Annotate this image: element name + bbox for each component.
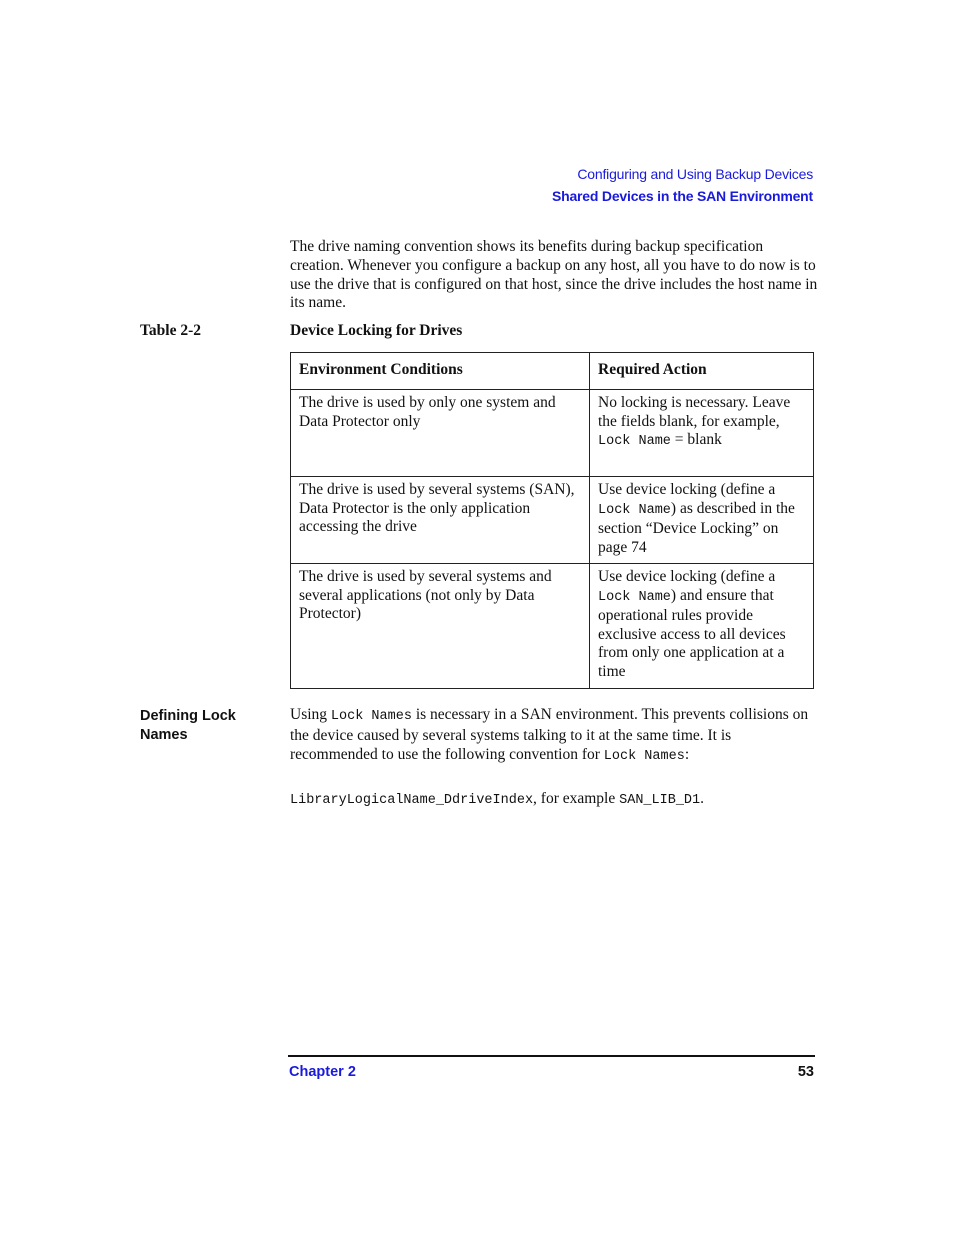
- paragraph-text: , for example: [533, 790, 620, 807]
- column-header-action: Required Action: [590, 353, 814, 390]
- column-header-conditions: Environment Conditions: [291, 353, 590, 390]
- action-cell: [590, 564, 814, 689]
- section-heading-line: Names: [140, 727, 188, 743]
- section-heading-defining-lock-names: [140, 707, 280, 745]
- action-text: No locking is necessary. Leave the fields blank, for example,: [598, 394, 791, 430]
- lock-name-code: Lock Name: [598, 589, 671, 605]
- lock-name-code: Lock Name: [598, 434, 671, 450]
- intro-paragraph: The drive naming convention shows its benefits during backup specification creation. Whenever you configure a backup on any host, all you have to do now is to use the drive that is configured on that host, since the drive includes the host name in its name.: [290, 238, 818, 312]
- paragraph-text: :: [684, 745, 690, 763]
- running-head-chapter: Configuring and Using Backup Devices: [577, 166, 813, 182]
- action-text: ) as described in the section “Device Locking” on page 74: [598, 499, 795, 556]
- naming-convention-code: LibraryLogicalName_DdriveIndex: [290, 793, 534, 808]
- action-text: Use device locking (define a: [598, 481, 776, 498]
- naming-example-paragraph: [290, 790, 820, 811]
- running-head-section: Shared Devices in the SAN Environment: [551, 188, 813, 204]
- footer-rule: [288, 1055, 815, 1057]
- action-cell: [590, 390, 814, 477]
- lock-name-code: Lock Name: [598, 502, 671, 518]
- table-row: [291, 477, 814, 564]
- table-title: Device Locking for Drives: [290, 322, 463, 339]
- table-row: [291, 564, 814, 689]
- paragraph-text: is necessary in a SAN environment. This prevents collisions on the device caused by several systems talking to it at the same time. It is recommended to use the following convention for: [290, 706, 809, 763]
- action-text: ) and ensure that operational rules provide exclusive access to all devices from only one application at a time: [598, 586, 786, 680]
- device-locking-table: [290, 352, 814, 689]
- example-code: SAN_LIB_D1: [619, 793, 701, 808]
- paragraph-text: .: [700, 790, 705, 807]
- page-number: 53: [797, 1064, 814, 1080]
- table-row: [291, 390, 814, 477]
- condition-cell: The drive is used by several systems and several applications (not only by Data Protector): [291, 564, 590, 689]
- lock-names-code: Lock Names: [603, 748, 685, 764]
- condition-cell: The drive is used by several systems (SAN), Data Protector is the only application accessing the drive: [291, 477, 590, 564]
- condition-cell: The drive is used by only one system and Data Protector only: [291, 390, 590, 477]
- action-text: Use device locking (define a: [598, 568, 776, 585]
- lock-names-paragraph: [290, 706, 820, 766]
- paragraph-text: Using: [290, 706, 331, 723]
- table-label: Table 2-2: [140, 322, 202, 339]
- action-cell: [590, 477, 814, 564]
- action-text: = blank: [670, 431, 722, 449]
- footer-chapter-link[interactable]: Chapter 2: [289, 1064, 356, 1080]
- section-heading-line: Defining Lock: [140, 708, 236, 724]
- table-header-row: [291, 353, 814, 390]
- lock-names-code: Lock Names: [330, 709, 412, 724]
